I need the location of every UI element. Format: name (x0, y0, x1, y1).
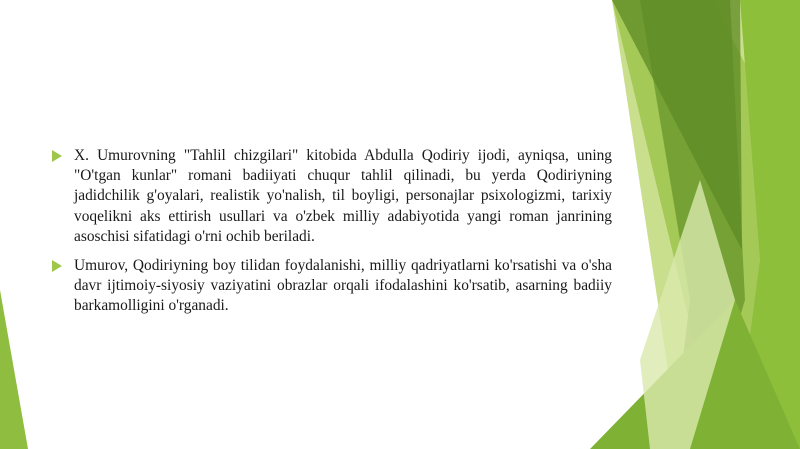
bullet-text: X. Umurovning "Tahlil chizgilari" kitobida Abdulla Qodiriy ijodi, ayniqsa, uning "O'tgan kunlar" romani badiiyati chuqur tahlil qilinadi, bu yerda Qodiriyning jadidchilik g'oyalari, realistik yo'nalish, til boyligi, personajlar psixologizmi, tarixiy voqelikni aks ettirish usullari va o'zbek milliy adabiyotida yangi roman janrining asoschisi sifatidagi o'rni ochib beriladi. (74, 147, 612, 245)
list-item (52, 256, 612, 317)
triangle-bullet-icon (52, 150, 62, 162)
left-green-sliver (0, 290, 28, 449)
triangle-bullet-icon (52, 260, 62, 272)
bullet-text: Umurov, Qodiriyning boy tilidan foydalanishi, milliy qadriyatlarni ko'rsatishi va o'sha davr ijtimoiy-siyosiy vaziyatini obrazlar orqali ifodalashini ko'rsatib, asarning badiiy barkamolligini o'rganadi. (74, 257, 612, 315)
bullet-list (52, 146, 612, 326)
list-item (52, 146, 612, 247)
